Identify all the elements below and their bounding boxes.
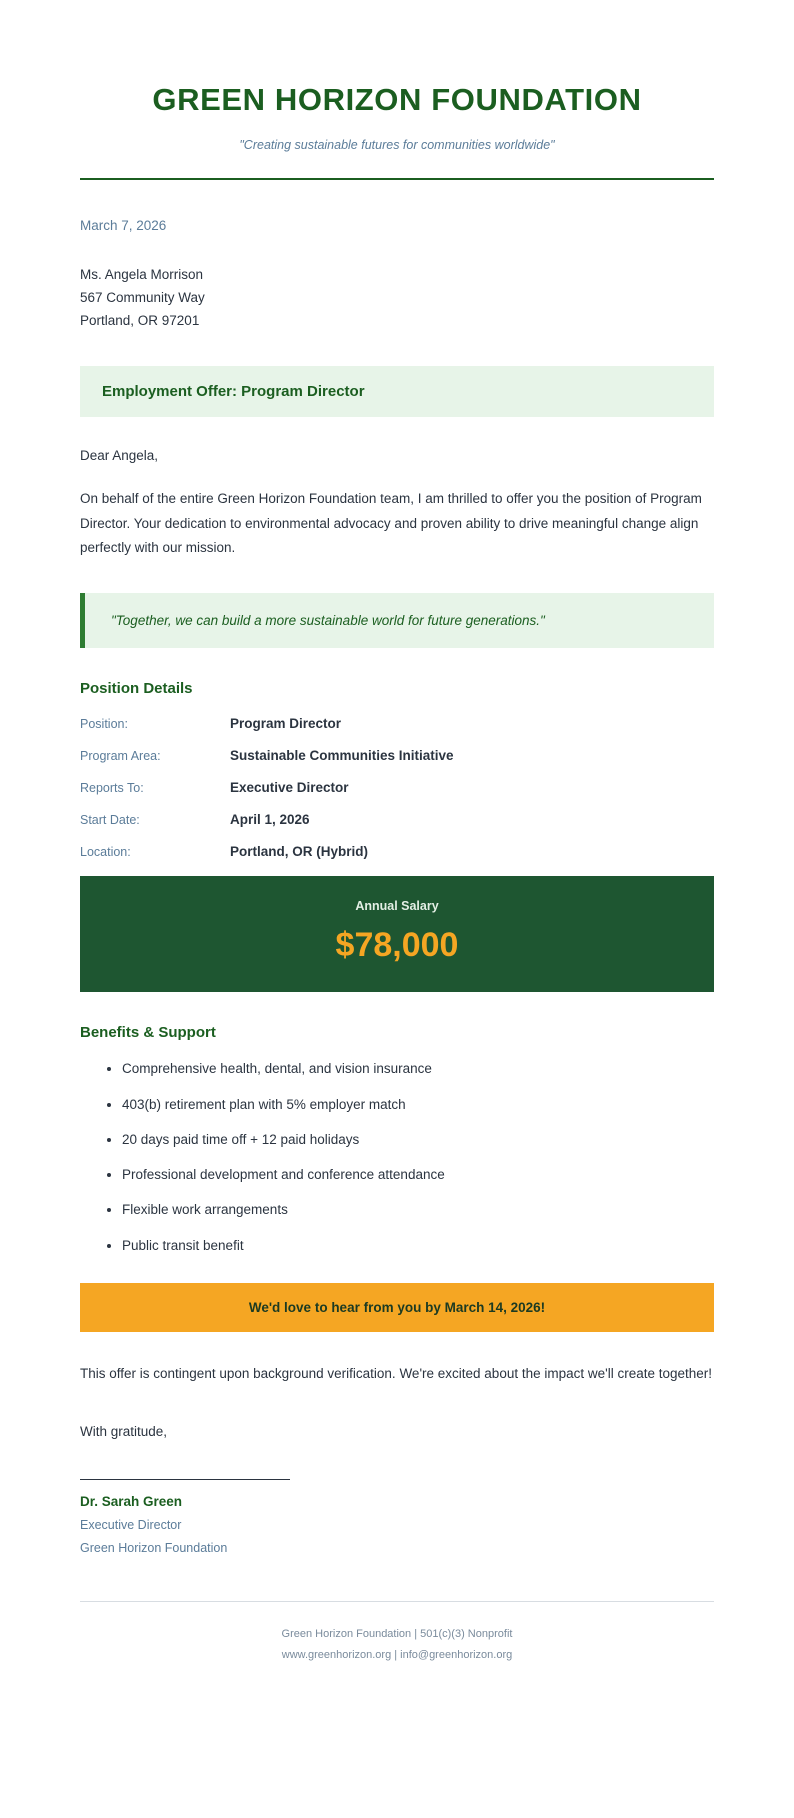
benefits-list [80, 1059, 714, 1256]
recipient-city-state-zip: Portland, OR 97201 [80, 313, 200, 329]
salary-amount: $78,000 [335, 925, 459, 964]
detail-value: Portland, OR (Hybrid) [230, 843, 368, 859]
quote-callout [80, 593, 714, 648]
signer-title: Executive Director [80, 1518, 182, 1533]
offer-banner [80, 366, 714, 417]
table-row [80, 844, 714, 859]
list-item: • 403(b) retirement plan with 5% employer match [122, 1095, 714, 1115]
organization-tagline: "Creating sustainable futures for communities worldwide" [239, 137, 555, 152]
letter-date: March 7, 2026 [80, 217, 167, 233]
quote-text: "Together, we can build a more sustainable world for future generations." [111, 612, 545, 628]
letterhead [80, 60, 714, 180]
detail-label: Start Date: [80, 812, 140, 827]
recipient-name: Ms. Angela Morrison [80, 266, 204, 282]
closing-paragraph: This offer is contingent upon background verification. We're excited about the impact we'll create together! [80, 1365, 713, 1381]
organization-name: GREEN HORIZON FOUNDATION [152, 82, 642, 117]
table-row [80, 780, 714, 795]
recipient-address [80, 263, 714, 333]
signer-name: Dr. Sarah Green [80, 1494, 183, 1510]
salutation: Dear Angela, [80, 448, 159, 464]
salary-label: Annual Salary [355, 898, 439, 913]
detail-label: Position: [80, 716, 128, 731]
letter-footer [80, 1601, 714, 1661]
list-item: • Comprehensive health, dental, and vision insurance [122, 1059, 714, 1079]
detail-value: Sustainable Communities Initiative [230, 747, 454, 763]
position-details-heading: Position Details [80, 679, 193, 697]
header-divider [80, 178, 714, 180]
closing-regards: With gratitude, [80, 1424, 168, 1440]
table-row [80, 716, 714, 731]
detail-value: April 1, 2026 [230, 811, 310, 827]
table-row [80, 812, 714, 827]
position-details-table [80, 716, 714, 859]
list-item: • Flexible work arrangements [122, 1200, 714, 1220]
detail-label: Program Area: [80, 748, 161, 763]
footer-line-1: Green Horizon Foundation | 501(c)(3) Nonprofit [281, 1628, 513, 1641]
detail-label: Location: [80, 844, 131, 859]
detail-label: Reports To: [80, 780, 144, 795]
intro-paragraph: On behalf of the entire Green Horizon Foundation team, I am thrilled to offer you the position of Program Director. Your dedication to environmental advocacy and proven ability to drive meaningful change align perfectly with our mission. [80, 491, 702, 556]
detail-value: Executive Director [230, 779, 349, 795]
benefits-heading: Benefits & Support [80, 1024, 216, 1042]
signer-organization: Green Horizon Foundation [80, 1541, 228, 1556]
list-item: • Public transit benefit [122, 1236, 714, 1256]
deadline-banner [80, 1283, 714, 1332]
recipient-street: 567 Community Way [80, 289, 205, 305]
footer-line-2: www.greenhorizon.org | info@greenhorizon.org [281, 1649, 513, 1662]
deadline-text: We'd love to hear from you by March 14, 2026! [248, 1299, 546, 1315]
signature-line [80, 1479, 290, 1480]
list-item: • Professional development and conference attendance [122, 1165, 714, 1185]
list-item: • 20 days paid time off + 12 paid holidays [122, 1130, 714, 1150]
salary-highlight-box [80, 876, 714, 992]
detail-value: Program Director [230, 715, 342, 731]
offer-banner-title: Employment Offer: Program Director [102, 383, 365, 401]
table-row [80, 748, 714, 763]
